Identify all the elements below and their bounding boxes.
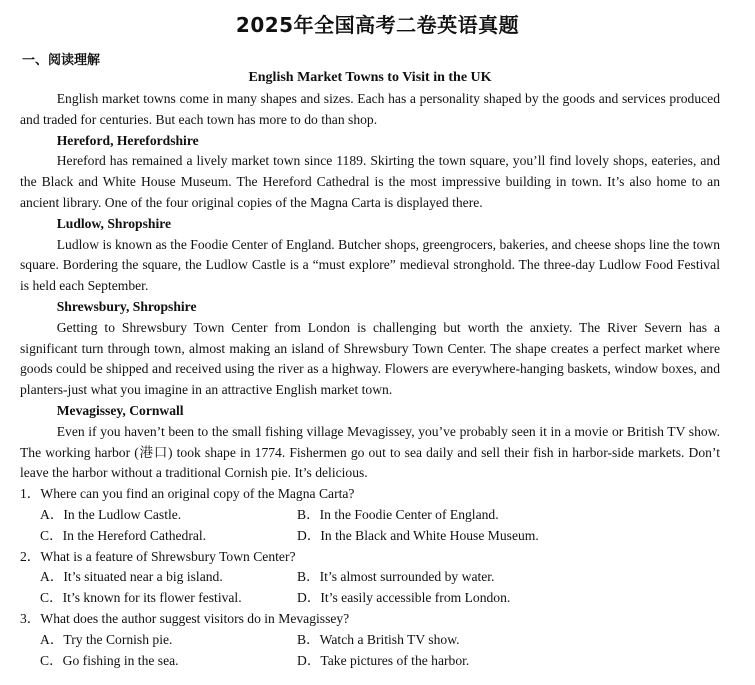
option-1c[interactable]: C．In the Hereford Cathedral. (40, 527, 207, 543)
town-heading-mevagissey: Mevagissey, Cornwall (56, 402, 184, 418)
option-row (20, 651, 720, 672)
question-text: What does the author suggest visitors do in Mevagissey? (40, 610, 350, 626)
option-2a[interactable]: A．It’s situated near a big island. (40, 569, 223, 585)
option-2b[interactable]: B．It’s almost surrounded by water. (297, 569, 495, 585)
option-3c[interactable]: C．Go fishing in the sea. (40, 652, 179, 668)
town-text-hereford: Hereford has remained a lively market town since 1189. Skirting the town square, you’ll find lovely shops, eateries, and the Black and White House Museum. The Hereford Cathedral is the most impressive building in town. It’s also home to an ancient library. One of the four original copies of the Magna Carta is displayed there. (20, 153, 720, 210)
question-2 (20, 547, 720, 568)
town-text-mevagissey: Even if you haven’t been to the small fishing village Mevagissey, you’ve probably seen it in a movie or British TV show. The working harbor (港口) took shape in 1774. Fishermen go out to sea daily and sell their fish in harbor-side markets. Don’t leave the harbor without a traditional Cornish pie. It’s delicious. (20, 423, 720, 481)
option-1b[interactable]: B．In the Foodie Center of England. (297, 506, 499, 522)
town-text-shrewsbury: Getting to Shrewsbury Town Center from London is challenging but worth the anxiety. The River Severn has a significant turn through town, almost making an island of Shrewsbury Town Center. The shape creates a perfect market where goods could be shipped and received using the river as a highway. Flowers are everywhere-hanging baskets, window boxes, and planters-just what you imagine in an attractive English market town. (20, 319, 720, 398)
section-heading: 一、阅读理解 (22, 53, 101, 68)
question-number: 3． (20, 610, 41, 626)
exam-title: 2025年全国高考二卷英语真题 (235, 13, 520, 37)
option-1a[interactable]: A．In the Ludlow Castle. (40, 506, 182, 522)
option-1d[interactable]: D．In the Black and White House Museum. (297, 527, 539, 543)
option-3a[interactable]: A．Try the Cornish pie. (40, 631, 173, 647)
option-row (20, 567, 720, 588)
question-text: Where can you find an original copy of the Magna Carta? (40, 486, 355, 502)
town-text-ludlow: Ludlow is known as the Foodie Center of England. Butcher shops, greengrocers, bakeries, and cheese shops line the town square. Bordering the square, the Ludlow Castle is a “must explore” medieval stronghold. The three-day Ludlow Food Festival is held each September. (20, 236, 720, 294)
option-row (20, 588, 720, 609)
town-heading-ludlow: Ludlow, Shropshire (56, 215, 172, 231)
option-row (20, 526, 720, 547)
town-heading-shrewsbury: Shrewsbury, Shropshire (56, 298, 197, 314)
question-text: What is a feature of Shrewsbury Town Center? (40, 548, 296, 564)
option-3d[interactable]: D．Take pictures of the harbor. (297, 652, 470, 668)
passage-body (20, 89, 720, 671)
option-2d[interactable]: D．It’s easily accessible from London. (297, 590, 511, 606)
option-2c[interactable]: C．It’s known for its flower festival. (40, 590, 242, 606)
question-number: 1． (20, 486, 41, 502)
question-1 (20, 484, 720, 505)
option-3b[interactable]: B．Watch a British TV show. (297, 631, 460, 647)
option-row (20, 505, 720, 526)
question-number: 2． (20, 548, 41, 564)
passage-title: English Market Towns to Visit in the UK (248, 70, 492, 85)
option-row (20, 630, 720, 651)
town-heading-hereford: Hereford, Herefordshire (56, 132, 199, 148)
question-3 (20, 609, 720, 630)
passage-intro: English market towns come in many shapes and sizes. Each has a personality shaped by the goods and services produced and traded for centuries. But each town has more to do than shop. (20, 91, 720, 127)
